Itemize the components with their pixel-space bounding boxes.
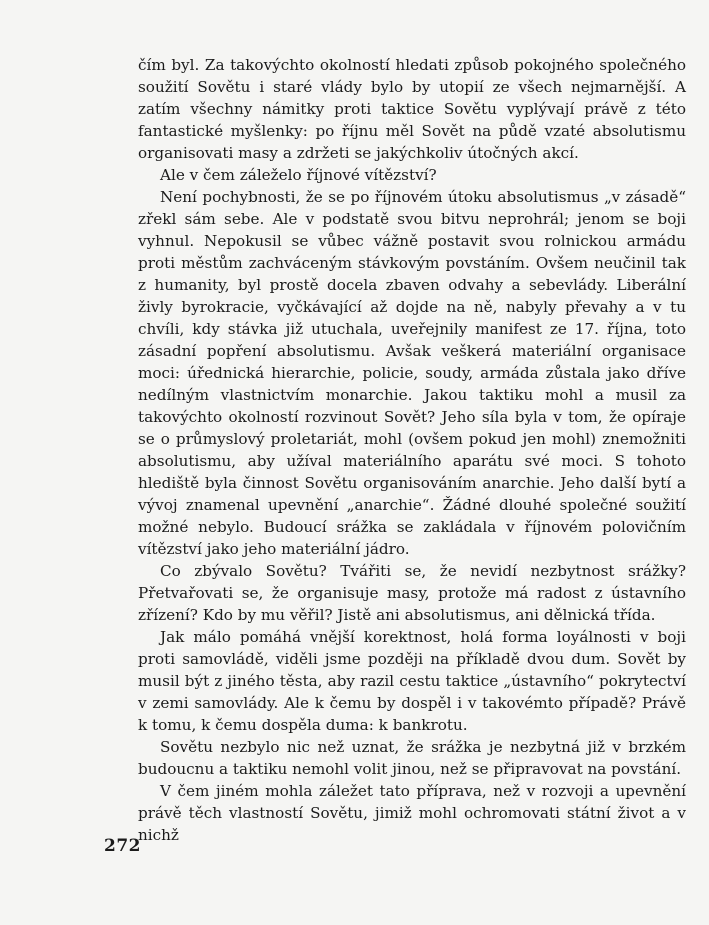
paragraph: Ale v čem záleželo říjnové vítězství? <box>160 166 437 184</box>
paragraph: čím byl. Za takovýchto okolností hledati způsob pokojného společného soužití Sovětu i staré vlády bylo by utopií ze všech nejmarnější. A zatím všechny námitky proti taktice Sovětu vyplývají právě z této fantastické myšlenky: po říjnu měl Sovět na půdě vzaté absolutismu organisovati masy a zdržeti se jakýchkoliv útočných akcí. <box>138 56 686 162</box>
paragraph: V čem jiném mohla záležet tato příprava, než v rozvoji a upevnění právě těch vlastností Sovětu, jimiž mohl ochromovati státní život a v nichž <box>138 782 686 844</box>
paragraph: Co zbývalo Sovětu? Tvářiti se, že nevidí nezbytnost srážky? Přetvařovati se, že organisuje masy, protože má radost z ústavního zřízení? Kdo by mu věřil? Jistě ani absolutismus, ani dělnická třída. <box>138 562 686 624</box>
paragraph: Sovětu nezbylo nic než uznat, že srážka je nezbytná již v brzkém budoucnu a taktiku nemohl volit jinou, než se připravovat na povstání. <box>138 738 686 778</box>
page-number: 272 <box>104 836 141 856</box>
paragraph: Jak málo pomáhá vnější korektnost, holá forma loyálnosti v boji proti samovládě, viděli jsme později na příkladě dvou dum. Sovět by musil být z jiného těsta, aby razil cestu taktice „ústavního“ pokrytectví v zemi samovlády. Ale k čemu by dospěl i v takovémto případě? Právě k tomu, k čemu dospěla duma: k bankrotu. <box>138 628 686 734</box>
paragraph: Není pochybnosti, že se po říjnovém útoku absolutismus „v zásadě“ zřekl sám sebe. Ale v podstatě svou bitvu neprohrál; jenom se boji vyhnul. Nepokusil se vůbec vážně postavit svou rolnickou armádu proti městům zachváceným stávkovým povstáním. Ovšem neučinil tak z humanity, byl prostě docela zbaven odvahy a sebevlády. Liberální živly byrokracie, vyčkávající až dojde na ně, nabyly převahy a v tu chvíli, kdy stávka již utuchala, uveřejnily manifest ze 17. října, toto zásadní popření absolutismu. Avšak veškerá materiální organisace moci: úřednická hierarchie, policie, soudy, armáda zůstala jako dříve nedílným vlastnictvím monarchie. Jakou taktiku mohl a musil za takovýchto okolností rozvinout Sovět? Jeho síla byla v tom, že opíraje se o průmyslový proletariát, mohl (ovšem pokud jen mohl) znemožniti absolutismu, aby užíval materiálního aparátu své moci. S tohoto hlediště byla činnost Sovětu organisováním anarchie. Jeho další bytí a vývoj znamenal upevnění „anarchie“. Žádné dlouhé společné soužití možné nebylo. Budoucí srážka se zakládala v říjnovém polovičním vítězství jako jeho materiální jádro. <box>138 188 686 558</box>
body-text <box>138 54 686 846</box>
